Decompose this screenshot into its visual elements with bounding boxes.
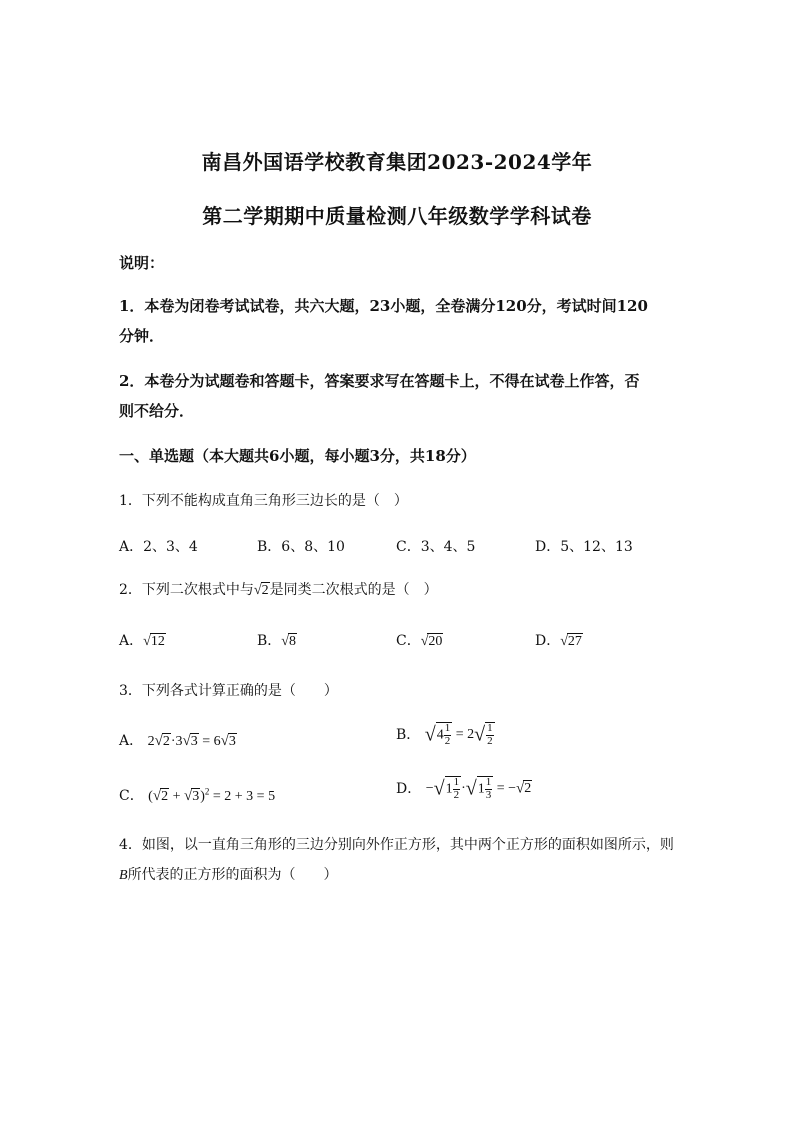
q2-option-d-label: D． — [535, 633, 561, 649]
q4-var-b: B — [119, 868, 128, 883]
q3-option-c-label: C． — [119, 788, 144, 804]
q2-option-c-radicand: 20 — [428, 634, 443, 649]
q2-option-d — [535, 630, 583, 650]
q2-option-c-label: C． — [396, 633, 421, 649]
q1-option-b: B．6、8、10 — [257, 539, 345, 555]
q3-option-b-label: B． — [396, 726, 421, 743]
q2-option-a — [119, 630, 166, 650]
q1-stem: 1．下列不能构成直角三角形三边长的是（ ） — [119, 493, 408, 509]
q3-option-c — [119, 785, 275, 805]
q4-stem-line2-rest: 所代表的正方形的面积为（ ） — [127, 867, 338, 883]
q1-option-c: C．3、4、5 — [396, 539, 476, 555]
q3-option-d-expr: −√1 $\frac{1}{2}$ ·√1 $\frac{1}{3}$ = −√2 — [425, 776, 532, 801]
q3-option-a — [119, 730, 237, 750]
q2-option-b-radicand: 8 — [288, 634, 296, 649]
q2-stem-prefix: 2．下列二次根式中与 — [119, 582, 254, 598]
note-1-line2: 分钟． — [119, 327, 165, 345]
note-2-line1: 2．本卷分为试题卷和答题卡，答案要求写在答题卡上，不得在试卷上作答，否 — [119, 372, 640, 390]
sqrt-symbol: √ — [560, 634, 568, 649]
q4-stem-line2 — [119, 864, 338, 884]
q2-stem — [119, 579, 438, 599]
note-2-line2: 则不给分． — [119, 402, 195, 420]
q4-stem-line1: 4．如图，以一直角三角形的三边分别向外作正方形，其中两个正方形的面积如图所示，则 — [119, 837, 674, 853]
q3-option-d-label: D． — [396, 780, 422, 797]
q1-option-a: A．2、3、4 — [119, 539, 198, 555]
q2-option-b — [257, 630, 297, 650]
q2-option-a-radicand: 12 — [150, 634, 165, 649]
exam-title-line1: 南昌外国语学校教育集团2023-2024学年 — [201, 150, 593, 174]
q2-stem-radicand: 2 — [261, 583, 269, 598]
q3-stem: 3．下列各式计算正确的是（ ） — [119, 683, 338, 699]
sqrt-symbol: √ — [253, 583, 262, 598]
q3-option-a-expr: 2√2·3√3 = 6√3 — [147, 733, 236, 749]
sqrt-symbol: √ — [143, 634, 151, 649]
note-1-line1: 1．本卷为闭卷考试试卷，共六大题，23小题，全卷满分120分，考试时间120 — [119, 297, 648, 315]
q3-option-a-label: A． — [119, 733, 144, 749]
q3-option-b — [396, 722, 495, 747]
sqrt-symbol: √ — [420, 634, 429, 649]
notes-label: 说明： — [119, 254, 165, 272]
q2-option-a-label: A． — [119, 633, 144, 649]
q3-option-d — [396, 776, 532, 801]
q3-option-c-expr: $(√2 + √3)^2 = 2 + 3 = 5$ — [148, 786, 276, 804]
section-1-heading: 一、单选题（本大题共6小题，每小题3分，共18分） — [119, 447, 476, 465]
q2-stem-suffix: 是同类二次根式的是（ ） — [269, 582, 438, 598]
q3-option-b-expr: √4 $\frac{1}{2}$ = 2√ $\frac{1}{2}$ — [424, 722, 493, 747]
q1-option-d: D．5、12、13 — [535, 539, 633, 555]
q2-option-c — [396, 630, 443, 650]
q2-option-b-label: B． — [257, 633, 282, 649]
sqrt-symbol: √ — [281, 634, 289, 649]
exam-title-line2: 第二学期期中质量检测八年级数学学科试卷 — [202, 204, 592, 228]
q2-option-d-radicand: 27 — [567, 634, 582, 649]
